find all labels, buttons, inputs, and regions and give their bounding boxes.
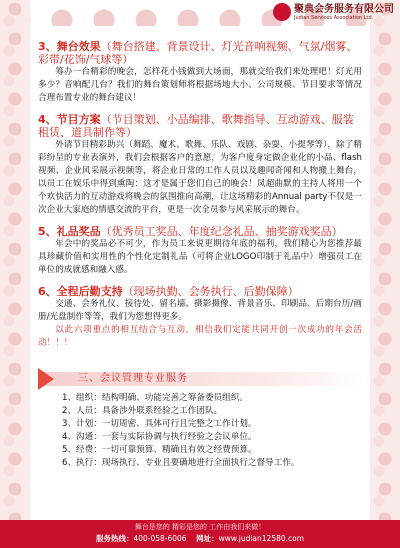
section-stage-effects [38,40,362,105]
website-label: 网址： [196,534,219,543]
list-item: 1、组织：结构明确、功能完善之筹备委员组织。 [62,393,248,403]
list-item: 6、执行：现场执行、专业且要确地进行全面执行之督导工作。 [62,458,300,468]
section-logistics-support [38,285,362,350]
right-pattern-band [370,0,400,520]
logo-icon [273,3,291,21]
list-item: 5、经费：一切可靠预算、精确且有效之经费预算。 [62,445,257,455]
section-program-plan [38,113,362,217]
banner-title: 三、会议管理专业服务 [78,373,188,384]
section-body: 年会中的奖品必不可少，作为员工来说更期待年底的福利，我们精心为您推荐最具珍藏价值和实用性的个性化定制礼品（可将企业LOGO印制于礼品中）增强员工在单位的成就感和融入感。 [38,239,362,275]
section-banner [38,368,364,390]
main-content [38,40,362,350]
service-list [62,392,352,470]
section-heading: 4、节目方案（节目策划、小品编排、歌舞指导、互动游戏、服装租赁、道具制作等） [38,113,354,139]
section-heading: 3、舞台效果（舞台搭建、背景设计、灯光音响视频、气氛/烟雾、彩带/花饰/气球等） [38,40,358,66]
phone-label: 服务热线： [95,534,134,543]
section-body: 外请节目精彩助兴（舞蹈、魔术、歌舞、乐队、戏剧、杂耍、小提琴等），除了精彩纷呈的专业表演外，我们会根据客户的意愿，为客户度身定做企业化的小品、flash视频、企业风采展示视频等，将企业日常的工作人员以及趣闻奇闻和人物搬上舞台，以员工在娱乐中得到熏陶：这才是属于您们自己的晚会！凤超曲默的主持人将用一个个欢快活力的互动游戏将晚会的氛围推向高潮，让这场精彩的Annual party不仅是一次企业大家庭的情感交流的平台，更是一次全员参与风采展示的舞台。 [38,140,362,215]
website-link[interactable]: www.judian12580.com [218,534,305,543]
left-pattern-band [0,0,30,520]
section-body: 交通、会务礼仪、接待处、留名墙、摄影摄像、背景音乐、印刷品、后期台历/画册/光盘制作等等，我们为您想得更多。 [38,299,362,322]
list-item: 4、沟通：一套与实际协调与执行经验之会议单位。 [62,432,257,442]
section-gifts-prizes [38,225,362,277]
section-body: 筹办一台精彩的晚会，怎样花小钱做到大场面，那就交给我们来处理吧！灯光用多少？音响配几台？我们的舞台策划师将根据场地大小、公司规模、节目要求等情况合理布置专业的舞台建议！ [38,67,362,103]
footer-contact [0,533,400,545]
footer-slogan: 舞台是您的 精彩是您的 工作由我们来做！ [134,523,266,531]
section-heading: 6、全程后勤支持（现场执勤、会务执行、后勤保障） [38,285,299,298]
section-heading: 5、礼品奖品（优秀员工奖品、年度纪念礼品、抽奖游戏奖品） [38,225,343,238]
banner-triangle-icon [38,368,54,390]
list-item: 3、计划：一切周密、具体可行且完整之工作计划。 [62,419,257,429]
phone-number: 400-058-6006 [133,534,187,543]
logo-name-cn: 聚典会务服务有限公司 [294,3,394,15]
company-logo [273,3,394,21]
logo-name-en: Judian Services Association Ltd. [294,14,374,21]
list-item: 2、人员：具备涉外联系经验之工作团队。 [62,406,223,416]
section-highlight: 以此六项重点的相互结合与互动，相信我们定能共同开创一次成功的年会活动！！！ [38,325,362,348]
footer [0,520,400,548]
